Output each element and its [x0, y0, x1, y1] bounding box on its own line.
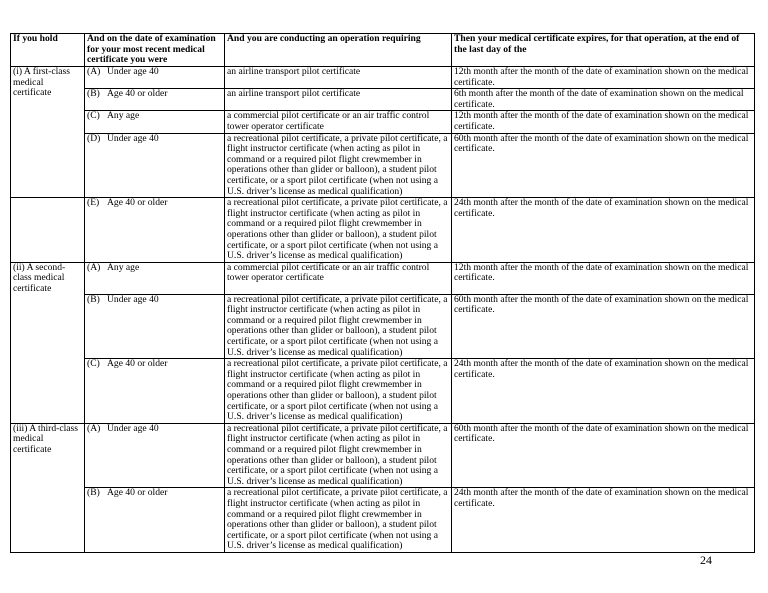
- age-label: Age 40 or older: [107, 88, 168, 100]
- expiration-cell: 12th month after the month of the date of examination shown on the medical certificate.: [452, 262, 755, 294]
- age-cell: [85, 67, 225, 89]
- operation-cell: a recreational pilot certificate, a private pilot certificate, a flight instructor certificate (when acting as pilot in command or a required pilot flight crewmember in operations other than glider or balloon), a student pilot certificate, or a sport pilot certificate (when not using a U.S. driver’s license as medical qualification): [225, 423, 452, 488]
- operation-cell: a recreational pilot certificate, a private pilot certificate, a flight instructor certificate (when acting as pilot in command or a required pilot flight crewmember in operations other than glider or balloon), a student pilot certificate, or a sport pilot certificate (when not using a U.S. driver’s license as medical qualification): [225, 294, 452, 359]
- expiration-cell: 60th month after the month of the date of examination shown on the medical certificate.: [452, 423, 755, 488]
- expiration-cell: 60th month after the month of the date of examination shown on the medical certificate.: [452, 294, 755, 359]
- header-operation: And you are conducting an operation requiring: [225, 34, 452, 67]
- operation-cell: a recreational pilot certificate, a private pilot certificate, a flight instructor certificate (when acting as pilot in command or a required pilot flight crewmember in operations other than glider or balloon), a student pilot certificate, or a sport pilot certificate (when not using a U.S. driver’s license as medical qualification): [225, 198, 452, 263]
- row-letter: (A): [87, 422, 101, 434]
- table-row: [11, 359, 755, 424]
- age-cell: [85, 133, 225, 198]
- age-label: Under age 40: [107, 66, 159, 77]
- row-letter: (D): [87, 132, 101, 144]
- row-letter: (C): [87, 110, 100, 122]
- operation-cell: a commercial pilot certificate or an air traffic control tower operator certificate: [225, 111, 452, 133]
- age-cell: [85, 359, 225, 424]
- age-cell: [85, 423, 225, 488]
- row-letter: (B): [87, 88, 100, 100]
- expiration-cell: 24th month after the month of the date of examination shown on the medical certificate.: [452, 359, 755, 424]
- age-label: Age 40 or older: [107, 197, 168, 209]
- hold-second-class: (ii) A second-class medical certificate: [11, 262, 85, 423]
- age-cell: [85, 262, 225, 294]
- expiration-cell: 12th month after the month of the date of examination shown on the medical certificate.: [452, 111, 755, 133]
- age-label: Under age 40: [107, 422, 159, 434]
- medical-certificate-table: [10, 33, 755, 553]
- age-label: Under age 40: [107, 132, 159, 144]
- table-row: [11, 133, 755, 198]
- header-if-you-hold: If you hold: [11, 34, 85, 67]
- age-cell: [85, 89, 225, 111]
- expiration-cell: 6th month after the month of the date of examination shown on the medical certificate.: [452, 89, 755, 111]
- age-cell: [85, 488, 225, 553]
- operation-cell: a recreational pilot certificate, a private pilot certificate, a flight instructor certificate (when acting as pilot in command or a required pilot flight crewmember in operations other than glider or balloon), a student pilot certificate, or a sport pilot certificate (when not using a U.S. driver’s license as medical qualification): [225, 359, 452, 424]
- table-row: [11, 294, 755, 359]
- row-letter: (E): [87, 197, 100, 209]
- row-letter: (A): [87, 66, 101, 77]
- age-cell: [85, 198, 225, 263]
- operation-cell: a commercial pilot certificate or an air traffic control tower operator certificate: [225, 262, 452, 294]
- hold-empty-cell: [11, 198, 85, 263]
- expiration-cell: 60th month after the month of the date of examination shown on the medical certificate.: [452, 133, 755, 198]
- age-label: Under age 40: [107, 293, 159, 305]
- expiration-cell: 24th month after the month of the date of examination shown on the medical certificate.: [452, 488, 755, 553]
- header-expiration: Then your medical certificate expires, for that operation, at the end of the last day of the: [452, 34, 755, 67]
- header-examination-age: And on the date of examination for your most recent medical certificate you were: [85, 34, 225, 67]
- expiration-cell: 12th month after the month of the date of examination shown on the medical certificate.: [452, 67, 755, 89]
- operation-cell: an airline transport pilot certificate: [225, 89, 452, 111]
- hold-third-class: (iii) A third-class medical certificate: [11, 423, 85, 552]
- row-letter: (A): [87, 261, 101, 273]
- table-row: [11, 423, 755, 488]
- operation-cell: an airline transport pilot certificate: [225, 67, 452, 89]
- table-row: [11, 67, 755, 89]
- header-row: [11, 34, 755, 67]
- page-number: 24: [700, 553, 712, 567]
- expiration-cell: 24th month after the month of the date of examination shown on the medical certificate.: [452, 198, 755, 263]
- table-row: [11, 89, 755, 111]
- age-label: Any age: [107, 110, 140, 122]
- row-letter: (C): [87, 358, 100, 370]
- row-letter: (B): [87, 293, 100, 305]
- age-cell: [85, 111, 225, 133]
- row-letter: (B): [87, 487, 100, 499]
- table-row: [11, 262, 755, 294]
- age-label: Age 40 or older: [107, 358, 168, 370]
- table-row: [11, 198, 755, 263]
- age-cell: [85, 294, 225, 359]
- hold-first-class: (i) A first-class medical certificate: [11, 67, 85, 198]
- table-row: [11, 488, 755, 553]
- age-label: Any age: [107, 261, 140, 273]
- age-label: Age 40 or older: [107, 487, 168, 499]
- table-row: [11, 111, 755, 133]
- operation-cell: a recreational pilot certificate, a private pilot certificate, a flight instructor certificate (when acting as pilot in command or a required pilot flight crewmember in operations other than glider or balloon), a student pilot certificate, or a sport pilot certificate (when not using a U.S. driver’s license as medical qualification): [225, 133, 452, 198]
- operation-cell: a recreational pilot certificate, a private pilot certificate, a flight instructor certificate (when acting as pilot in command or a required pilot flight crewmember in operations other than glider or balloon), a student pilot certificate, or a sport pilot certificate (when not using a U.S. driver’s license as medical qualification): [225, 488, 452, 553]
